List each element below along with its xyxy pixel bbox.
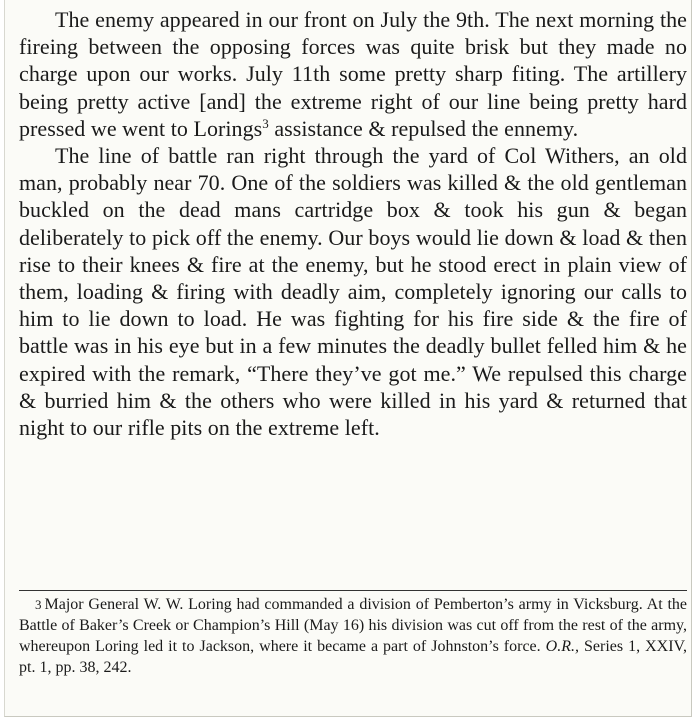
paragraph-1-text-end: assistance & repulsed the ennemy. xyxy=(268,115,579,141)
footnote-citation-source: O.R., xyxy=(545,638,579,655)
paragraph-2 xyxy=(19,142,687,441)
footnote-text: Major General W. W. Loring had commanded a division of Pemberton’s army in Vicksburg. At the Battle of Baker’s Creek or Champion’s Hill (May 16) his division was cut off from the rest of the army, whereupon Loring led it to Jackson, where it became a part of Johnston’s force. xyxy=(19,596,687,655)
paragraph-1-text: The enemy appeared in our front on July the 9th. The next morning the fireing between the opposing forces was quite brisk but they made no charge upon our works. July 11th some pretty sharp fiting. The artillery being pretty active [and] the extreme right of our line being pretty hard pressed we went to Lorings xyxy=(19,7,687,141)
main-text xyxy=(19,6,687,441)
footnote-divider xyxy=(19,590,687,591)
footnote-citation: Series 1, XXIV, pt. 1, pp. 38, 242. xyxy=(19,638,688,676)
paragraph-1 xyxy=(19,6,687,142)
footnote-marker: 3 xyxy=(35,597,42,612)
footnote xyxy=(19,594,687,678)
footnote-reference: 3 xyxy=(262,115,269,131)
page xyxy=(4,0,692,717)
paragraph-2-text: The line of battle ran right through the yard of Col Withers, an old man, probably near 70. One of the soldiers was killed & the old gentleman buckled on the dead mans cartridge box & took his gun & began deliberately to pick off the enemy. Our boys would lie down & load & then rise to their knees & fire at the enemy, but he stood erect in plain view of them, loading & firing with deadly aim, completely ignoring our calls to him to lie down to load. He was fighting for his fire side & the fire of battle was in his eye but in a few minutes the deadly bullet felled him & he expired with the remark, “There they’ve got me.” We repulsed this charge & burried him & the others who were killed in his yard & returned that night to our rifle pits on the extreme left. xyxy=(19,143,687,441)
